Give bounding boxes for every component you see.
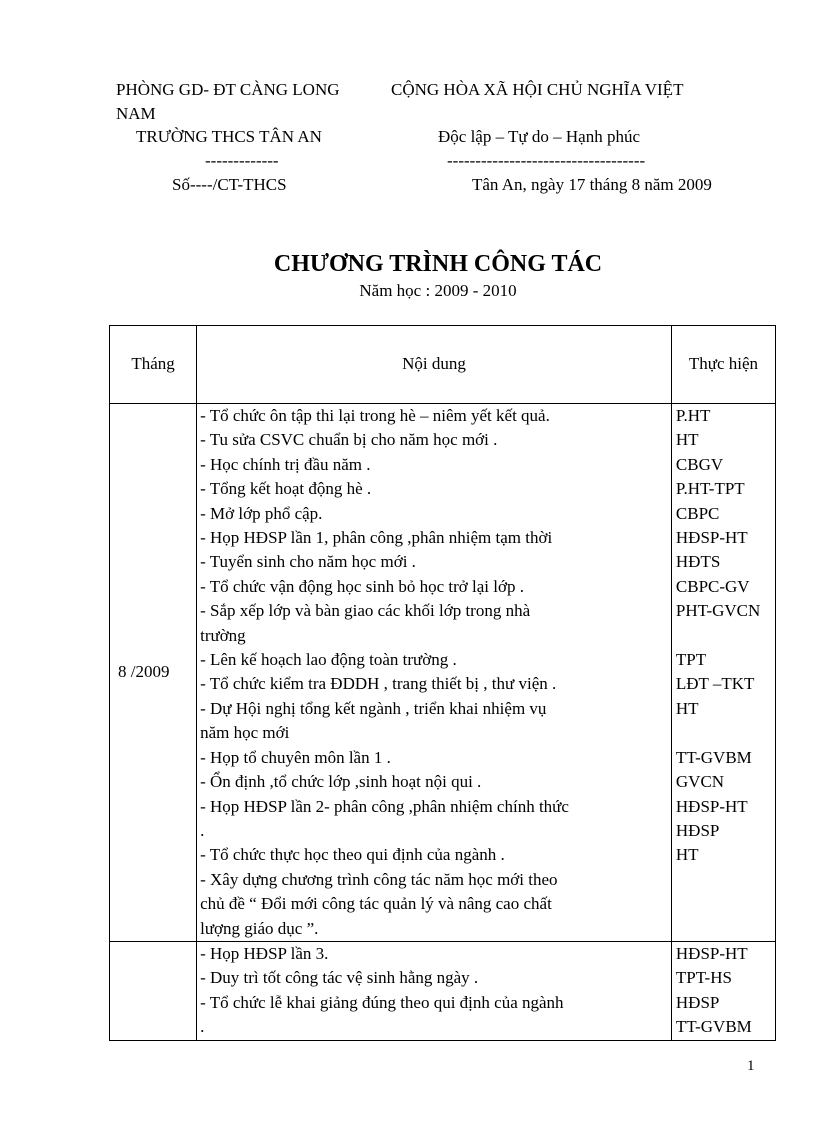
task-line: lượng giáo dục ”.: [200, 918, 319, 938]
task-line: - Họp HĐSP lần 2- phân công ,phân nhiệm chính thức: [200, 796, 569, 816]
motto: Độc lập – Tự do – Hạnh phúc: [438, 127, 640, 146]
agency-name: PHÒNG GD- ĐT CÀNG LONG: [116, 80, 340, 99]
agency-name-continuation: NAM: [116, 104, 156, 123]
task-line: - Tổ chức ôn tập thi lại trong hè – niêm yết kết quả.: [200, 406, 550, 425]
executor-line: CBGV: [675, 454, 724, 474]
page-number: 1: [747, 1058, 755, 1074]
task-line: - Tổ chức lễ khai giảng đúng theo qui định của ngành: [200, 992, 564, 1012]
task-line: .: [200, 1017, 205, 1037]
table-row: [110, 941, 776, 1040]
work-schedule-table: [109, 325, 776, 1041]
document-date: Tân An, ngày 17 tháng 8 năm 2009: [472, 175, 712, 194]
executor-cell: [671, 404, 775, 942]
content-cell: [197, 404, 672, 942]
task-line: - Họp HĐSP lần 1, phân công ,phân nhiệm tạm thời: [200, 528, 553, 548]
executor-line: CBPC-GV: [675, 576, 750, 596]
executor-line: HĐSP-HT: [675, 528, 748, 548]
executor-line: PHT-GVCN: [675, 601, 761, 621]
content-cell: [197, 941, 672, 1040]
document-title: CHƯƠNG TRÌNH CÔNG TÁC: [273, 251, 603, 277]
month-cell: [110, 941, 197, 1040]
task-line: - Tổ chức vận động học sinh bỏ học trở lại lớp .: [200, 576, 524, 596]
executor-line: P.HT: [675, 406, 711, 425]
task-line: - Tuyển sinh cho năm học mới .: [200, 552, 416, 572]
executor-line: TPT-HS: [675, 968, 732, 988]
executor-line: HĐSP-HT: [675, 796, 748, 816]
executor-line: HT: [675, 430, 699, 450]
task-line: - Tổ chức kiểm tra ĐDDH , trang thiết bị , thư viện .: [200, 674, 557, 694]
task-line: - Mở lớp phổ cập.: [200, 503, 323, 523]
executor-line: P.HT-TPT: [675, 479, 745, 499]
task-line: - Học chính trị đầu năm .: [200, 454, 371, 474]
school-name: TRƯỜNG THCS TÂN AN: [136, 127, 322, 146]
task-line: - Tổ chức thực học theo qui định của ngành .: [200, 845, 505, 865]
table-row: [110, 404, 776, 942]
executor-line: GVCN: [675, 772, 725, 792]
task-line: chủ đề “ Đổi mới công tác quản lý và nâng cao chất: [200, 894, 552, 914]
task-line: - Tổng kết hoạt động hè .: [200, 479, 372, 499]
executor-line: HĐSP: [675, 820, 720, 840]
task-line: - Tu sửa CSVC chuẩn bị cho năm học mới .: [200, 430, 498, 450]
header-executor: Thực hiện: [671, 326, 775, 404]
month-cell: 8 /2009: [110, 404, 197, 942]
executor-line: HT: [675, 845, 699, 865]
task-line: - Sắp xếp lớp và bàn giao các khối lớp trong nhà: [200, 601, 531, 621]
executor-line: LĐT –TKT: [675, 674, 755, 694]
executor-line: HĐSP: [675, 992, 720, 1012]
school-year: Năm học : 2009 - 2010: [359, 281, 517, 300]
executor-cell: [671, 941, 775, 1040]
task-line: .: [200, 820, 205, 840]
task-line: - Ổn định ,tổ chức lớp ,sinh hoạt nội qui .: [200, 772, 482, 792]
task-line: - Duy trì tốt công tác vệ sinh hằng ngày .: [200, 968, 479, 988]
task-line: - Họp HĐSP lần 3.: [200, 943, 329, 963]
task-line: - Xây dựng chương trình công tác năm học mới theo: [200, 869, 558, 889]
document-number: Số----/CT-THCS: [172, 175, 287, 194]
left-separator: -------------: [205, 151, 279, 170]
right-separator: -----------------------------------: [447, 151, 646, 170]
task-line: - Lên kế hoạch lao động toàn trường .: [200, 650, 457, 670]
task-line: - Họp tổ chuyên môn lần 1 .: [200, 747, 391, 767]
executor-line: HĐSP-HT: [675, 943, 748, 963]
task-line: - Dự Hội nghị tổng kết ngành , triển khai nhiệm vụ: [200, 698, 547, 718]
executor-line: [675, 721, 772, 745]
republic-title: CỘNG HÒA XÃ HỘI CHỦ NGHĨA VIỆT: [391, 80, 684, 99]
executor-line: TT-GVBM: [675, 747, 752, 767]
executor-line: TT-GVBM: [675, 1017, 752, 1037]
executor-line: CBPC: [675, 503, 720, 523]
executor-line: HĐTS: [675, 552, 721, 572]
executor-line: [675, 624, 772, 648]
executor-line: HT: [675, 698, 699, 718]
header-month: Tháng: [110, 326, 197, 404]
header-content: Nội dung: [197, 326, 672, 404]
task-line: năm học mới: [200, 723, 290, 743]
table-header-row: [110, 326, 776, 404]
executor-line: TPT: [675, 650, 707, 670]
task-line: trường: [200, 625, 246, 645]
